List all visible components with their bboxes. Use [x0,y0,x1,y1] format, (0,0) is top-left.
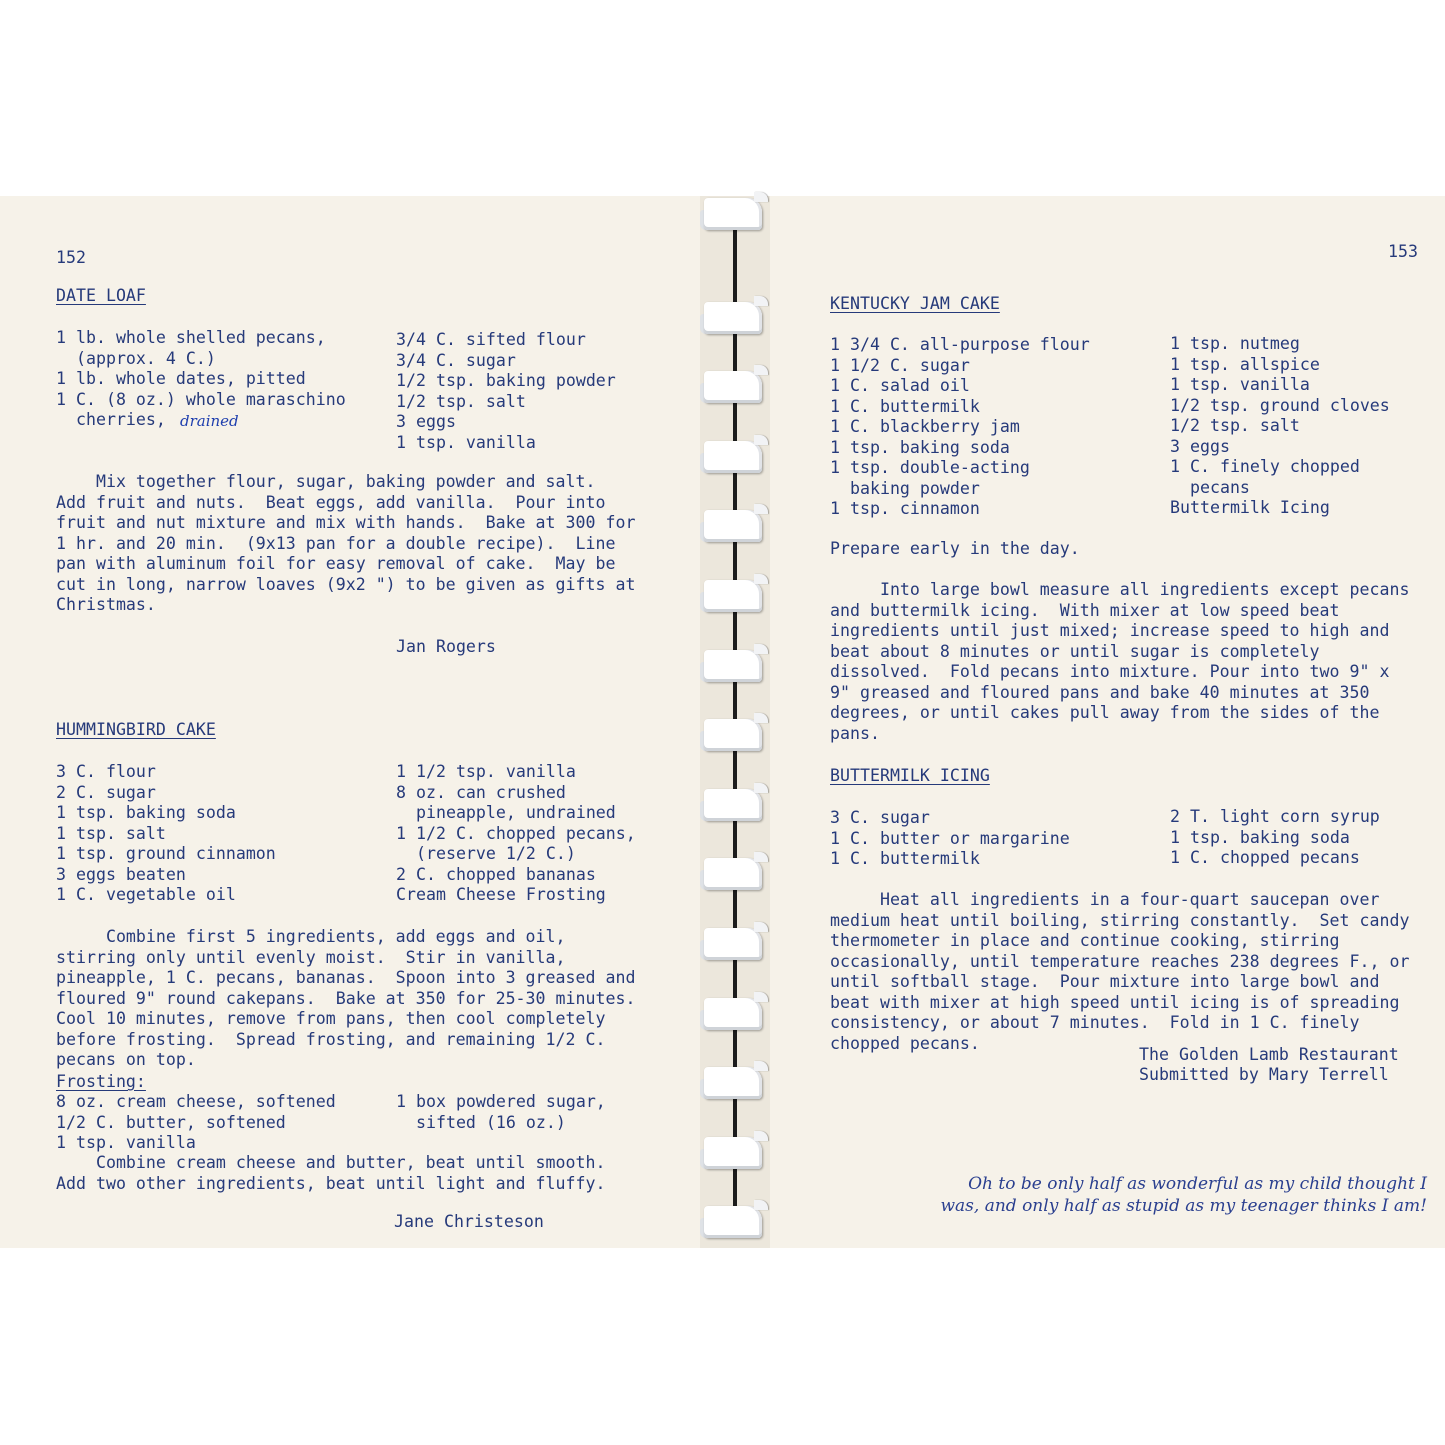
binding-ring [700,783,770,823]
ingredient-line: 1 C. chopped pecans [1170,848,1360,867]
binding-ring [700,1200,770,1240]
recipe-title-kentucky-jam-cake: KENTUCKY JAM CAKE [830,294,1000,313]
direction-line: stirring only until evenly moist. Stir in vanilla, [56,947,566,967]
direction-line: Combine first 5 ingredients, add eggs and oil, [56,927,566,946]
hummingbird-ingredients-left [56,762,276,906]
ingredient-line: 3 eggs beaten [56,864,186,884]
quote-line-2: was, and only half as stupid as my teenager thinks I am! [940,1196,1427,1216]
ingredient-line: 1 C. buttermilk [830,849,980,868]
ingredient-line: 3 eggs [396,412,456,431]
recipe-title-buttermilk-icing: BUTTERMILK ICING [830,766,990,785]
ingredient-line: pecans [1170,477,1250,497]
ingredient-line: 1 box powdered sugar, [396,1092,606,1111]
direction-line: Cool 10 minutes, remove from pans, then cool completely [56,1009,606,1028]
binding-ring [700,644,770,684]
hummingbird-author: Jane Christeson [394,1212,544,1231]
direction-line: Christmas. [56,595,156,614]
ingredient-line: 1 tsp. ground cinnamon [56,844,276,863]
direction-line: beat with mixer at high speed until icing is of spreading [830,992,1400,1012]
direction-line: fruit and nut mixture and mix with hands. Bake at 300 for [56,513,636,532]
open-cookbook [0,196,1445,1248]
ingredient-line: 1 lb. whole dates, pitted [56,369,306,388]
ingredient-line: 1 C. finely chopped [1170,457,1360,476]
ingredient-line: 1 lb. whole shelled pecans, [56,328,326,347]
ingredient-line: 1 C. (8 oz.) whole maraschino [56,389,346,409]
direction-line: pineapple, 1 C. pecans, bananas. Spoon into 3 greased and [56,968,636,987]
direction-line: dissolved. Fold pecans into mixture. Pour into two 9" x [830,662,1390,681]
ingredient-line: 1 tsp. double-acting [830,458,1030,477]
direction-line: before frosting. Spread frosting, and remaining 1/2 C. [56,1029,606,1049]
ingredient-line: 1/2 tsp. baking powder [396,371,616,390]
jam-cake-ingredients-left [830,335,1090,520]
binding-ring [700,296,770,336]
ingredient-line: 1/2 tsp. ground cloves [1170,395,1390,415]
icing-ingredients-right [1170,807,1380,869]
ingredient-line: 8 oz. cream cheese, softened [56,1092,336,1111]
frosting-ingredients-left [56,1092,336,1154]
ingredient-line: 1 C. vegetable oil [56,885,236,904]
ingredient-line: 2 C. sugar [56,782,156,802]
direction-line: pecans on top. [56,1050,196,1069]
direction-line: pans. [830,723,880,743]
ingredient-line: cherries, [56,410,166,429]
icing-ingredients-left [830,808,1070,870]
ingredient-line: 2 C. chopped bananas [396,864,596,884]
ingredient-line: 1 C. salad oil [830,376,970,395]
ingredient-line: 1 tsp. vanilla [56,1133,196,1152]
direction-line: cut in long, narrow loaves (9x2 ") to be given as gifts at [56,574,636,594]
ingredient-line: 1 tsp. cinnamon [830,499,980,518]
ingredient-line: sifted (16 oz.) [396,1112,566,1132]
hummingbird-ingredients-right [396,762,636,906]
direction-line: Heat all ingredients in a four-quart saucepan over [830,890,1380,909]
frosting-ingredients-right [396,1092,606,1133]
frosting-directions [56,1153,605,1194]
direction-line: Into large bowl measure all ingredients except pecans [830,580,1410,599]
ingredient-line: 1/2 tsp. salt [396,391,526,411]
ingredient-line: Buttermilk Icing [1170,498,1330,517]
ingredient-line: 1 tsp. baking soda [56,803,236,822]
ingredient-line: Cream Cheese Frosting [396,885,606,904]
ingredient-line: 1 tsp. vanilla [396,432,536,452]
ingredient-line: 1 tsp. allspice [1170,354,1320,374]
direction-line: ingredients until just mixed; increase speed to high and [830,621,1390,640]
recipe-title-hummingbird-cake: HUMMINGBIRD CAKE [56,720,216,739]
right-page [770,196,1445,1248]
direction-line: until softball stage. Pour mixture into large bowl and [830,972,1380,991]
credit-restaurant: The Golden Lamb Restaurant [1139,1045,1399,1064]
jam-cake-note: Prepare early in the day. [830,539,1080,558]
direction-line: floured 9" round cakepans. Bake at 350 for 25-30 minutes. [56,988,636,1008]
ingredient-line: (reserve 1/2 C.) [396,844,576,863]
icing-directions [830,890,1409,1054]
ingredient-line: pineapple, undrained [396,803,616,822]
date-loaf-author: Jan Rogers [396,637,496,656]
page-number-left: 152 [56,248,86,267]
binding-ring [700,852,770,892]
jam-cake-ingredients-right [1170,334,1390,519]
hummingbird-directions [56,927,635,1071]
binding-ring [700,574,770,614]
binding-ring [700,504,770,544]
direction-line: Mix together flour, sugar, baking powder and salt. [56,472,596,491]
ingredient-line: 1 tsp. nutmeg [1170,334,1300,353]
page-number-right: 153 [1388,242,1418,261]
direction-line: thermometer in place and continue cooking, stirring [830,931,1340,950]
binding-ring [700,435,770,475]
ingredient-line: 1 C. butter or margarine [830,828,1070,848]
direction-line: degrees, or until cakes pull away from the sides of the [830,703,1380,722]
ingredient-line: (approx. 4 C.) [56,348,216,368]
direction-line: pan with aluminum foil for easy removal of cake. May be [56,554,616,573]
ingredient-line: 3/4 C. sifted flour [396,330,586,349]
handwritten-note: drained [180,412,239,430]
ingredient-line: 8 oz. can crushed [396,782,566,802]
binding-ring [700,1061,770,1101]
direction-line: beat about 8 minutes or until sugar is completely [830,641,1320,661]
ingredient-line: 1 tsp. baking soda [830,437,1010,457]
frosting-heading: Frosting: [56,1072,146,1091]
ingredient-line: 3 C. sugar [830,808,930,827]
ingredient-line: 1 tsp. baking soda [1170,827,1350,847]
ingredient-line: 1 tsp. salt [56,823,166,843]
ingredient-line: 1 1/2 tsp. vanilla [396,762,576,781]
direction-line: consistency, or about 7 minutes. Fold in 1 C. finely [830,1013,1360,1032]
direction-line: and buttermilk icing. With mixer at low speed beat [830,600,1340,620]
ingredient-line: baking powder [830,478,980,498]
ingredient-line: 1 3/4 C. all-purpose flour [830,335,1090,354]
binding-ring [700,713,770,753]
binding-ring [700,192,770,232]
ingredient-line: 1 C. buttermilk [830,396,980,416]
ingredient-line: 1/2 tsp. salt [1170,416,1300,435]
date-loaf-ingredients-right [396,330,616,453]
ingredient-line: 1 C. blackberry jam [830,417,1020,436]
ingredient-line: 3 C. flour [56,762,156,781]
ingredient-line: 1 1/2 C. chopped pecans, [396,823,636,843]
direction-line: 9" greased and floured pans and bake 40 minutes at 350 [830,682,1370,702]
binding-ring [700,1131,770,1171]
direction-line: medium heat until boiling, stirring constantly. Set candy [830,910,1410,930]
direction-line: 1 hr. and 20 min. (9x13 pan for a double recipe). Line [56,533,616,553]
binding-ring [700,365,770,405]
credit-submitter: Submitted by Mary Terrell [1139,1065,1389,1084]
ingredient-line: 3/4 C. sugar [396,350,516,370]
direction-line: occasionally, until temperature reaches 238 degrees F., or [830,951,1410,971]
left-page [0,196,700,1248]
ingredient-line: 2 T. light corn syrup [1170,807,1380,826]
ingredient-line: 3 eggs [1170,436,1230,456]
date-loaf-directions [56,472,635,616]
binding-ring [700,922,770,962]
direction-line: chopped pecans. [830,1033,980,1053]
quote-line-1: Oh to be only half as wonderful as my child thought I [968,1174,1427,1194]
direction-line: Combine cream cheese and butter, beat until smooth. [56,1153,606,1172]
ingredient-line: 1/2 C. butter, softened [56,1112,286,1132]
jam-cake-directions [830,580,1409,744]
direction-line: Add two other ingredients, beat until light and fluffy. [56,1173,606,1193]
recipe-title-date-loaf: DATE LOAF [56,286,146,305]
ingredient-line: 1 1/2 C. sugar [830,355,970,375]
binding-ring [700,992,770,1032]
ingredient-line: 1 tsp. vanilla [1170,375,1310,394]
direction-line: Add fruit and nuts. Beat eggs, add vanilla. Pour into [56,492,606,512]
